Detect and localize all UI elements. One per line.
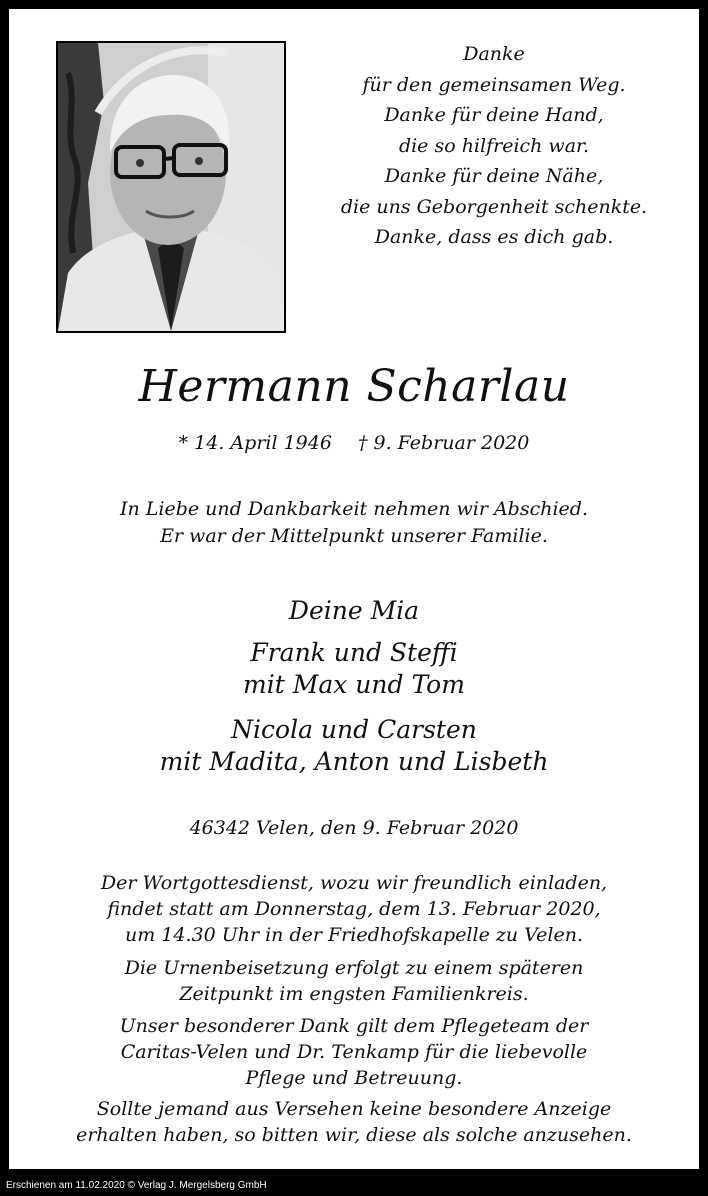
info-line: Der Wortgottesdienst, wozu wir freundlich einladen, [100,872,608,894]
info-line: erhalten haben, so bitten wir, diese als solche anzusehen. [76,1124,632,1146]
info-line: Zeitpunkt im engsten Familienkreis. [179,983,529,1005]
poem-line: Danke, dass es dich gab. [374,226,614,248]
farewell-line: In Liebe und Dankbarkeit nehmen wir Abschied. [120,498,588,520]
family-line: Frank und Steffi [250,638,458,667]
poem-line: für den gemeinsamen Weg. [362,73,626,96]
family-group [9,637,699,701]
poem-line: Danke [463,43,525,65]
thanks-info [9,1013,699,1091]
burial-info [9,955,699,1007]
info-line: Die Urnenbeisetzung erfolgt zu einem späteren [124,957,584,979]
info-line: Sollte jemand aus Versehen keine besondere Anzeige [96,1098,612,1120]
info-line: um 14.30 Uhr in der Friedhofskapelle zu Velen. [125,924,583,946]
family-group [9,595,699,627]
service-info [9,870,699,948]
family-line: mit Max und Tom [243,670,465,699]
info-line: Pflege und Betreuung. [245,1067,463,1089]
portrait-photo [56,41,286,333]
family-line: Deine Mia [288,596,420,625]
info-line: Caritas-Velen und Dr. Tenkamp für die liebevolle [120,1041,588,1063]
poem-line: Danke für deine Hand, [384,104,604,126]
obituary-card [9,9,699,1169]
poem-line: Danke für deine Nähe, [384,165,604,187]
poem-line: die so hilfreich war. [398,134,590,157]
poem-line: die uns Geborgenheit schenkte. [340,195,648,218]
farewell-line: Er war der Mittelpunkt unserer Familie. [160,525,548,547]
farewell-text [9,496,699,550]
place-date: 46342 Velen, den 9. Februar 2020 [189,817,519,839]
poem [309,39,679,253]
family-line: Nicola und Carsten [231,715,477,744]
portrait-illustration [58,43,284,331]
publication-footer: Erschienen am 11.02.2020 © Verlag J. Mergelsberg GmbH [6,1180,267,1191]
life-dates [9,431,699,455]
deceased-name: Hermann Scharlau [138,361,570,412]
family-group [9,714,699,778]
birth-date: * 14. April 1946 [178,432,332,454]
info-line: Unser besonderer Dank gilt dem Pflegeteam der [119,1015,589,1037]
info-line: findet statt am Donnerstag, dem 13. Februar 2020, [107,898,601,920]
family-line: mit Madita, Anton und Lisbeth [159,747,549,776]
notice-info [9,1096,699,1148]
death-date: † 9. Februar 2020 [357,432,530,454]
